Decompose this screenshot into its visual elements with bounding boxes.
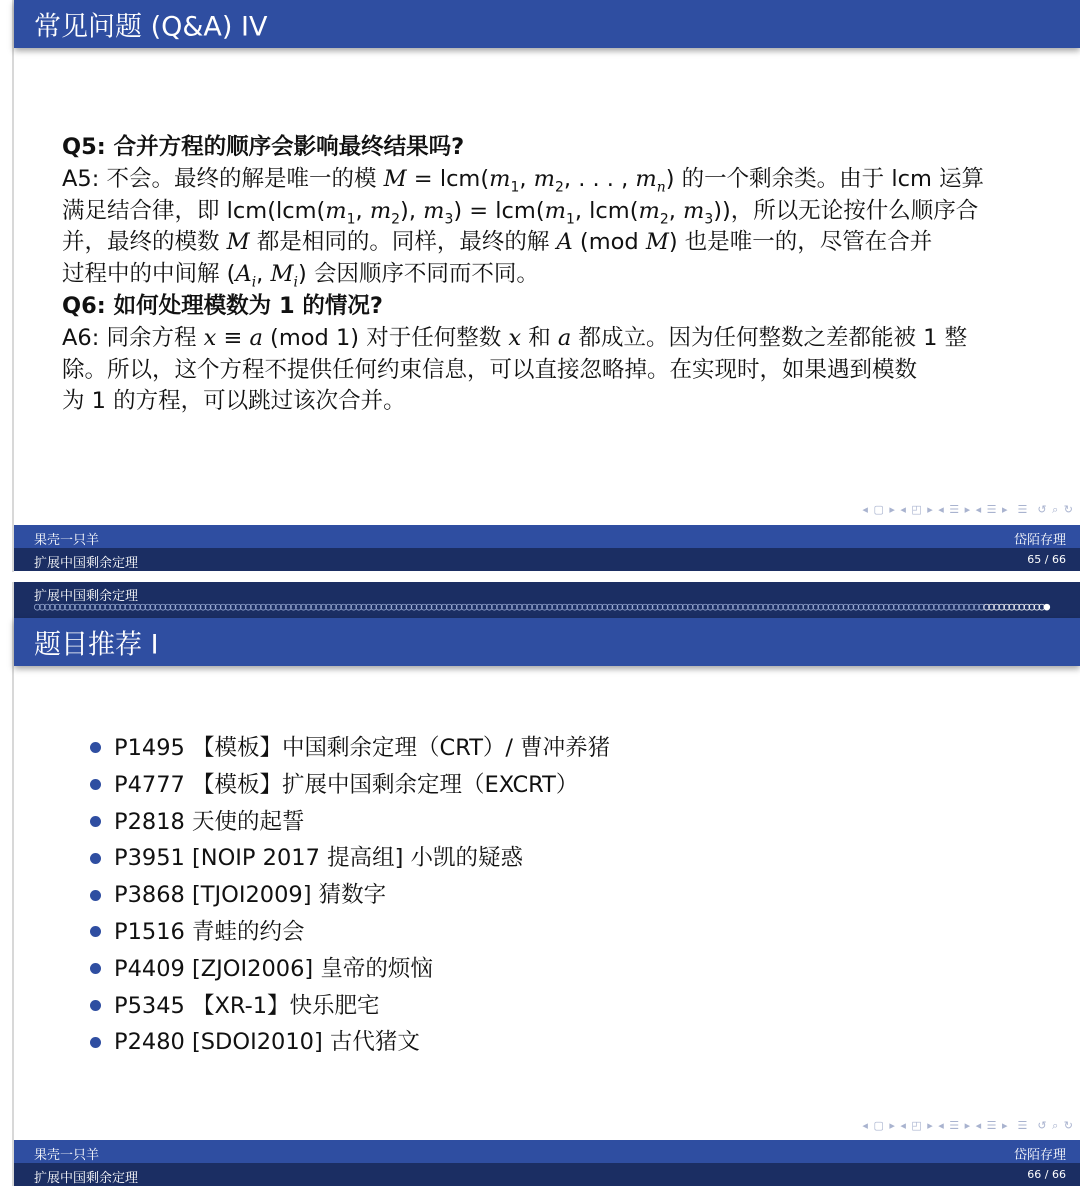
problem-label: P4777 【模板】扩展中国剩余定理（EXCRT） — [114, 771, 579, 798]
list-item — [88, 730, 610, 767]
a5-text-1b: 的一个剩余类。由于 lcm 运算 — [674, 165, 985, 192]
frame-title-bar — [14, 618, 1080, 666]
a5-text-2a: 满足结合律，即 — [62, 197, 227, 224]
problem-label: P2480 [SDOI2010] 古代猪文 — [114, 1029, 420, 1056]
question-6 — [62, 291, 1044, 323]
slide-border — [12, 582, 14, 1186]
a6-text-1d: 都成立。因为任何整数之差都能被 1 整 — [571, 324, 968, 351]
slide-gap — [0, 572, 1080, 582]
bullet-icon — [90, 779, 101, 790]
a6-text-1b: 对于任何整数 — [359, 324, 509, 351]
list-item — [88, 767, 610, 804]
footer-bottom-row — [14, 1163, 1080, 1186]
footer-bottom-row — [14, 548, 1080, 571]
bullet-icon — [90, 1037, 101, 1048]
q5-label: Q5: — [62, 134, 106, 160]
a5-text-4b: 会因顺序不同而不同。 — [306, 261, 539, 288]
problem-list — [88, 730, 610, 1061]
footer-institute: 岱陌存理 — [1013, 533, 1066, 548]
list-item — [88, 877, 610, 914]
footer-author: 果壳一只羊 — [34, 533, 100, 548]
a6-text-1c: 和 — [521, 324, 558, 351]
formula-lcm: $lcm(m_1$, $m_2$, . . . , $m_n$) — [439, 165, 675, 196]
slide-65 — [0, 0, 1080, 572]
q6-text: 如何处理模数为 1 的情况? — [105, 292, 383, 319]
formula-associativity: $lcm(lcm(m_1$, $m_2$), $m_3) = lcm(m_1$, $lcm(m_2$, $m_3$)) — [226, 197, 731, 228]
list-item — [88, 951, 610, 988]
problem-label: P5345 【XR-1】快乐肥宅 — [114, 992, 380, 1019]
list-item — [88, 988, 610, 1025]
a6-text-3: 为 1 的方程，可以跳过该次合并。 — [62, 388, 406, 415]
section-navigation — [14, 582, 1080, 618]
section-title[interactable]: 扩展中国剩余定理 — [34, 589, 139, 604]
a5-text-4a: 过程中的中间解 — [62, 261, 227, 288]
beamer-navigation-symbols[interactable]: ◂ ▢ ▸ ◂ ◰ ▸ ◂ ☰ ▸ ◂ ☰ ▸ ☰ ↺ ⌕ ↻ — [862, 503, 1074, 516]
a5-text-3b: 都是相同的。同样，最终的解 — [249, 229, 557, 256]
bullet-icon — [90, 853, 101, 864]
problem-label: P3868 [TJOI2009] 猜数字 — [114, 882, 387, 909]
footer-short-title: 扩展中国剩余定理 — [34, 556, 139, 571]
frame-progress-dots[interactable]: ○○○○○○○○○○○○○○○○○○○○○○○○○○○○○○○○○○○○○○○○○○○○○○○○○○○○○○○○○○○○○○○○○○○○○○○○○○○○○○○○○○○○○○○○○○○○○○○○○○○○○○○○○○○○○○○○○○○○○○○○○○○○○○○○○○○○○○○○○○○○○○○○○○○○○○○○○○○○○○○○○○○○○○○○○○○○○○○○○○○○○○○○○○○○○○○○○○○○○○○○○● — [34, 600, 1049, 613]
bullet-icon — [90, 816, 101, 827]
bullet-icon — [90, 890, 101, 901]
a5-text-3c: 也是唯一的，尽管在合并 — [677, 229, 933, 256]
slide-border — [12, 0, 14, 572]
problem-label: P4409 [ZJOI2006] 皇帝的烦恼 — [114, 955, 433, 982]
footer-institute: 岱陌存理 — [1013, 1148, 1066, 1163]
beamer-navigation-symbols[interactable]: ◂ ▢ ▸ ◂ ◰ ▸ ◂ ☰ ▸ ◂ ☰ ▸ ☰ ↺ ⌕ ↻ — [862, 1119, 1074, 1132]
a6-text-1a: A6: 同余方程 — [62, 324, 204, 351]
frame-title: 常见问题 (Q&A) IV — [34, 11, 268, 43]
slide-66 — [0, 582, 1080, 1186]
footer-top-row — [14, 525, 1080, 548]
bullet-icon — [90, 742, 101, 753]
bullet-icon — [90, 926, 101, 937]
list-item — [88, 914, 610, 951]
frame-title-bar — [14, 0, 1080, 48]
answer-5: A5: 不会。最终的解是唯一的模 $M = lcm(m_1$, $m_2$, . . . , $m_n$) 的一个剩余类。由于 lcm 运算 满足结合律，即 $lcm(lcm(m_1$, $m_2$), $m_3) = lcm(m_1$, $lcm(m_2$, $m_3$))，所以无论按什么顺序合 并，最终的模数 M 都是相同的。同样，最终的解 A (mod M) 也是唯一的，尽管在合并 过程中的中间解 ($A_i$, $M_i$) 会因顺序不同而不同。 — [62, 165, 985, 291]
a5-text-1a: A5: 不会。最终的解是唯一的模 — [62, 165, 384, 192]
q5-text: 合并方程的顺序会影响最终结果吗? — [105, 134, 465, 160]
formula-intermediate: ($A_i$, $M_i$) — [226, 261, 307, 291]
a5-text-3a: 并，最终的模数 — [62, 229, 227, 256]
problem-label: P2818 天使的起誓 — [114, 808, 305, 835]
list-item — [88, 1024, 610, 1061]
footer-top-row — [14, 1140, 1080, 1163]
footer-author: 果壳一只羊 — [34, 1148, 100, 1163]
problem-label: P1516 青蛙的约会 — [114, 918, 305, 945]
frame-title: 题目推荐 I — [34, 629, 159, 661]
list-item — [88, 804, 610, 841]
footer-short-title: 扩展中国剩余定理 — [34, 1171, 139, 1186]
problem-label: P1495 【模板】中国剩余定理（CRT）/ 曹冲养猪 — [114, 735, 611, 761]
formula-congruence: x ≡ a (mod 1) — [203, 324, 360, 351]
bullet-icon — [90, 963, 101, 974]
bullet-icon — [90, 1000, 101, 1011]
page-number: 66 / 66 — [1027, 1168, 1066, 1181]
a5-text-2b: ，所以无论按什么顺序合 — [730, 197, 979, 224]
qa-content — [62, 132, 1044, 418]
question-5 — [62, 132, 1044, 164]
a6-text-2: 除。所以，这个方程不提供任何约束信息，可以直接忽略掉。在实现时，如果遇到模数 — [62, 356, 918, 383]
formula-a-mod-m: A (mod M) — [556, 229, 678, 256]
problem-label: P3951 [NOIP 2017 提高组] 小凯的疑惑 — [114, 845, 523, 872]
formula-mod-m: M — [383, 165, 407, 192]
list-item — [88, 840, 610, 877]
q6-label: Q6: — [62, 292, 106, 319]
page-number: 65 / 66 — [1027, 553, 1066, 566]
answer-6: A6: 同余方程 x ≡ a (mod 1) 对于任何整数 x 和 a 都成立。因为任何整数之差都能被 1 整 除。所以，这个方程不提供任何约束信息，可以直接忽略掉。在实现时，如果遇到模数 为 1 的方程，可以跳过该次合并。 — [62, 324, 968, 415]
